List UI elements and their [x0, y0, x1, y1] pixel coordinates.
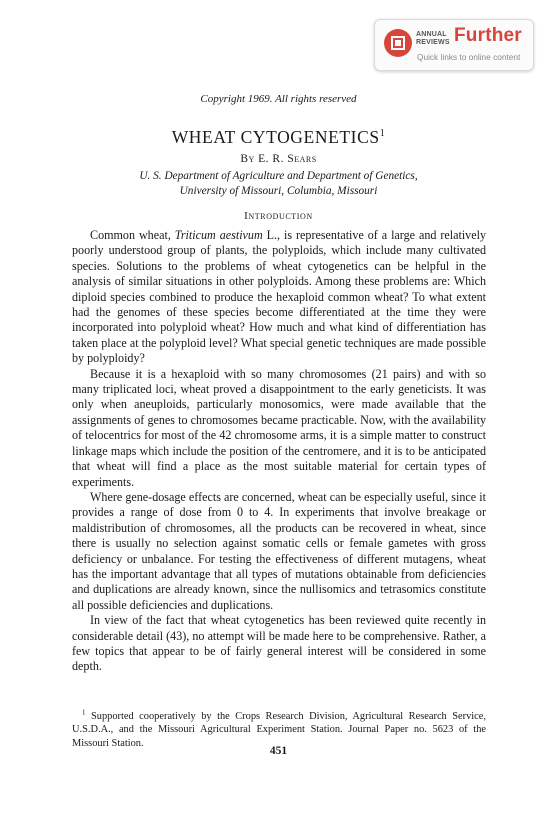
author-byline: By E. R. Sears — [240, 153, 317, 165]
footnote-text: Supported cooperatively by the Crops Research Division, Agricultural Research Service, U.S.D.A., and the Missouri Agricultural Experiment Station. Journal Paper no. 5623 of the Missouri Station. — [72, 711, 486, 749]
footnote-mark: 1 — [82, 708, 86, 717]
paragraph-4: In view of the fact that wheat cytogenetics has been reviewed quite recently in considerable detail (43), no attempt will be made here to be comprehensive. Rather, a few topics that appear to be of fairly general interest will be considered in some depth. — [72, 613, 486, 674]
copyright-notice: Copyright 1969. All rights reserved — [200, 93, 357, 105]
badge-subtitle: Quick links to online content — [417, 52, 521, 62]
title-text: WHEAT CYTOGENETICS — [171, 127, 380, 147]
article-body — [72, 228, 486, 675]
paragraph-1: Common wheat, Triticum aestivum L., is representative of a large and relatively poorly understood group of plants, the polyploids, which include many cultivated species. Solutions to the problems of wheat cytogenetics can be helpful in the analysis of similar situations in other polyploids. Among these problems are: Which diploid species combined to produce the hexaploid common wheat? To what extent had the genomes of these species become differentiated at the time they were incorporated into polyploid wheat? How much and what kind of differentiation has taken place at the polyploid level? What special genetic techniques are made possible by polyploidy? — [72, 228, 487, 366]
section-heading: Introduction — [244, 210, 313, 222]
paragraph-3: Where gene-dosage effects are concerned, wheat can be especially useful, since it provides a range of dose from 0 to 4. In experiments that involve breakage or maldistribution of chromosomes, all the products can be recovered in wheat, since there is usually no selection against somatic cells or female gametes with gross deficiency or unbalance. For testing the effectiveness of different mutagens, wheat has the important advantage that all types of mutations obtainable from deficiencies and duplications are already known, since the nullisomics and tetrasomics constitute all possible deficiencies and duplications. — [72, 489, 486, 612]
badge-further-label: Further — [454, 25, 522, 46]
annual-reviews-logo-icon — [384, 29, 412, 57]
page-number: 451 — [269, 745, 288, 757]
article-title — [0, 127, 557, 148]
paragraph-2: Because it is a hexaploid with so many chromosomes (21 pairs) and with so many triplicated loci, wheat proved a disappointment to the early geneticists. It was only when aneuploids, particularly monosomics, were made available that the assignments of genes to chromosomes became practicable. Now, with the availability of telocentrics for most of the 42 chromosome arms, it is a simple matter to construct linkage maps which include the position of the centromere, and it is to be anticipated that wheat will find a place as the most suitable material for certain types of experiments. — [72, 366, 486, 489]
affiliation-line-1: U. S. Department of Agriculture and Department of Genetics, — [139, 170, 418, 182]
affiliation-line-2: University of Missouri, Columbia, Missouri — [179, 185, 378, 197]
title-footnote-mark: 1 — [379, 128, 386, 140]
badge-annual-reviews-label: ANNUAL REVIEWS — [416, 31, 450, 46]
further-links-badge[interactable] — [374, 19, 534, 71]
